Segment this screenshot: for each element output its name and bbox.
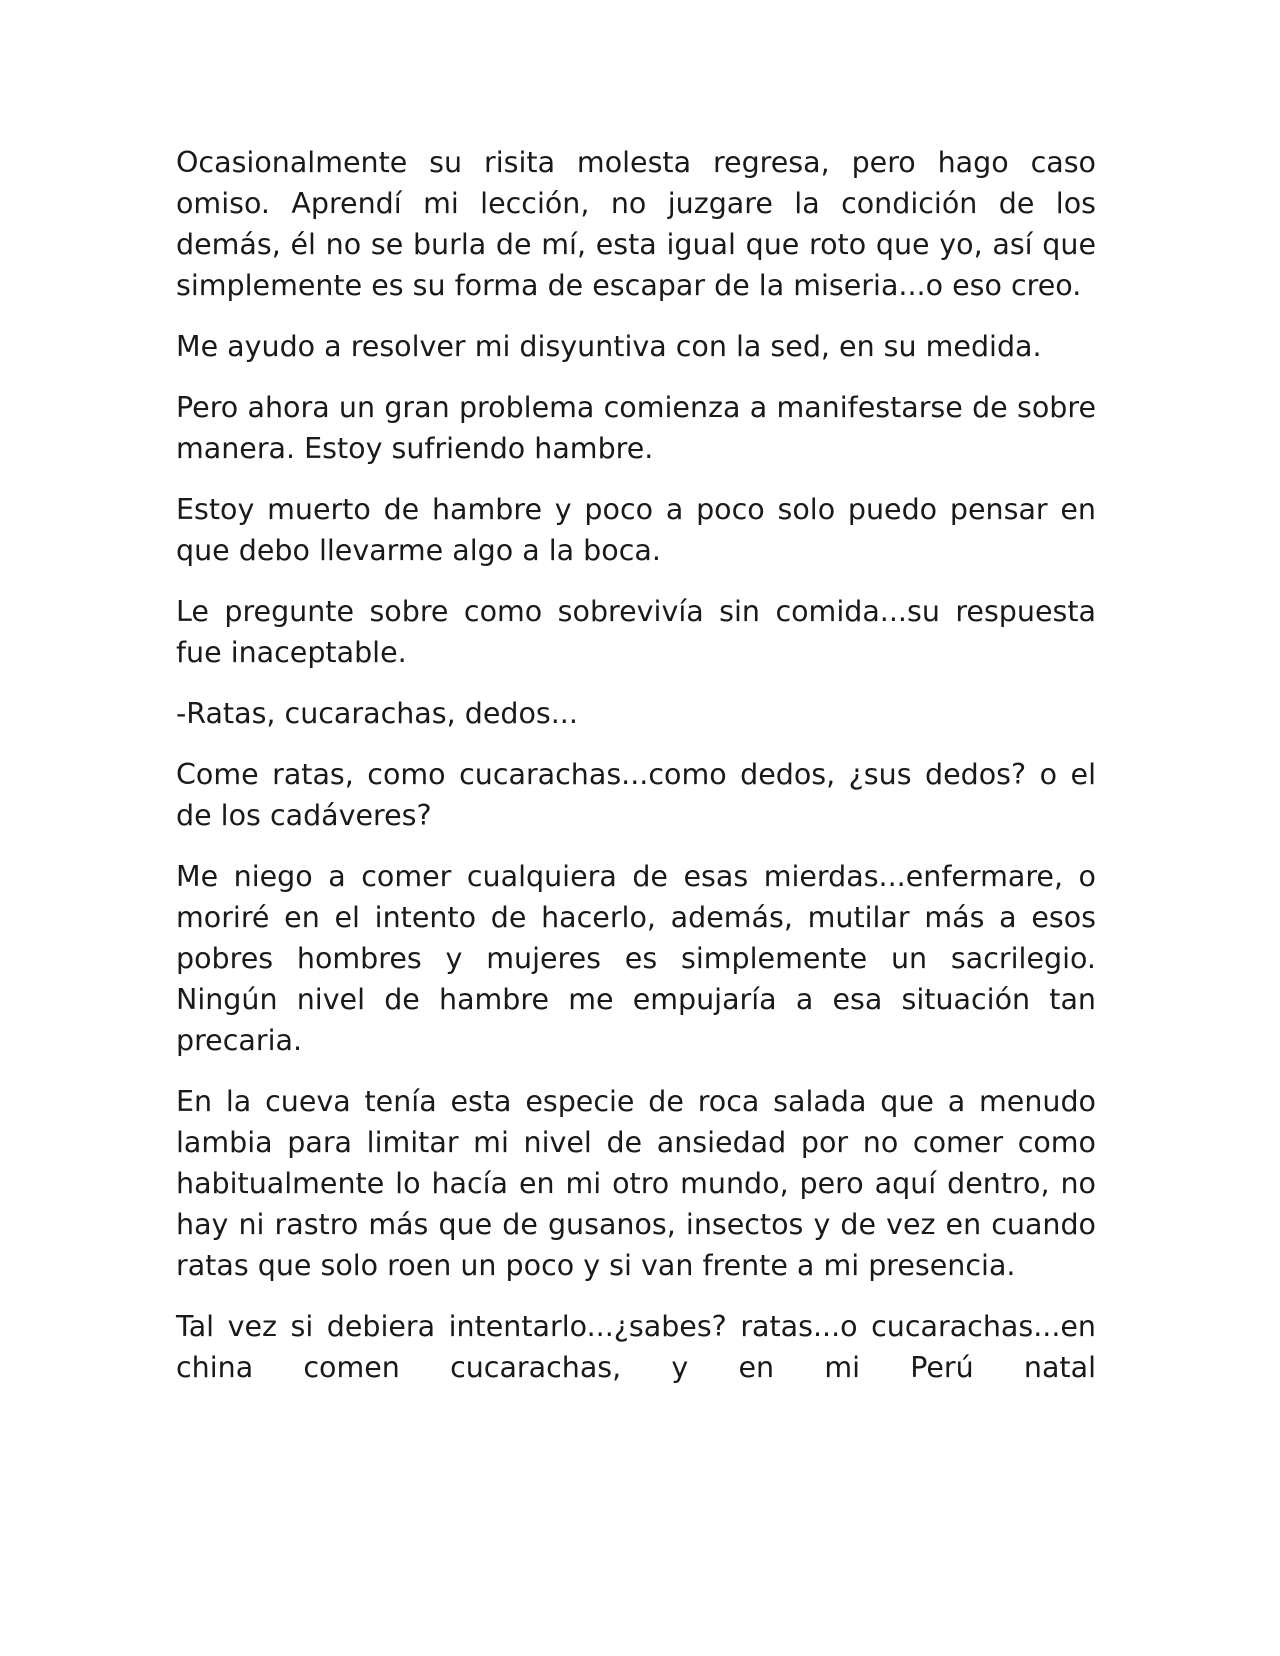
paragraph: Le pregunte sobre como sobrevivía sin comida...su respuesta fue inaceptable. [176,595,1096,669]
paragraph: Estoy muerto de hambre y poco a poco solo puedo pensar en que debo llevarme algo a la boca. [176,493,1096,567]
paragraph: Come ratas, como cucarachas...como dedos, ¿sus dedos? o el de los cadáveres? [176,758,1096,832]
paragraph: Ocasionalmente su risita molesta regresa, pero hago caso omiso. Aprendí mi lección, no juzgare la condición de los demás, él no se burla de mí, esta igual que roto que yo, así que simplemente es su forma de escapar de la miseria...o eso creo. [176,146,1096,302]
document-page [176,142,1096,1408]
paragraph: Me niego a comer cualquiera de esas mierdas...enfermare, o moriré en el intento de hacerlo, además, mutilar más a esos pobres hombres y mujeres es simplemente un sacrilegio. Ningún nivel de hambre me empujaría a esa situación tan precaria. [176,860,1096,1057]
paragraph: En la cueva tenía esta especie de roca salada que a menudo lambia para limitar mi nivel de ansiedad por no comer como habitualmente lo hacía en mi otro mundo, pero aquí dentro, no hay ni rastro más que de gusanos, insectos y de vez en cuando ratas que solo roen un poco y si van frente a mi presencia. [176,1085,1096,1282]
paragraph: Me ayudo a resolver mi disyuntiva con la sed, en su medida. [176,330,1042,363]
paragraph: Pero ahora un gran problema comienza a manifestarse de sobre manera. Estoy sufriendo hambre. [176,391,1096,465]
dialogue-line: -Ratas, cucarachas, dedos... [176,697,578,730]
paragraph-continued: Tal vez si debiera intentarlo...¿sabes? ratas...o cucarachas...en china comen cucarachas, y en mi Perú natal [176,1310,1096,1384]
